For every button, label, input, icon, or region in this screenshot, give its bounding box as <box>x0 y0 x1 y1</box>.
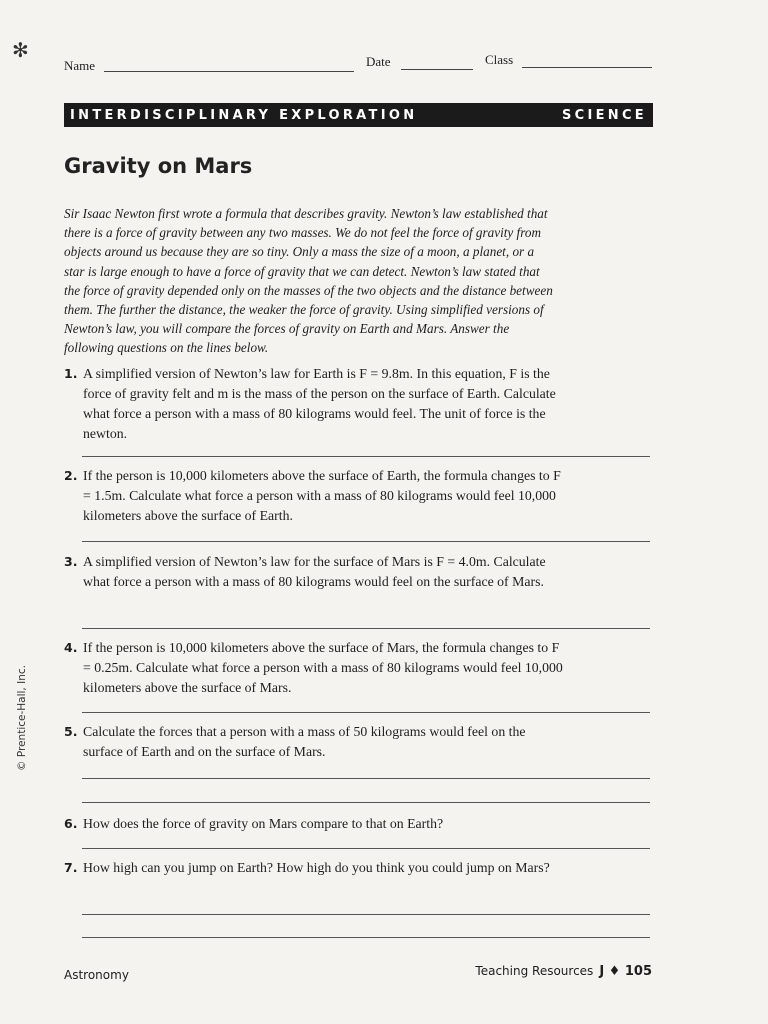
question-2 <box>64 466 564 526</box>
question-text: How high can you jump on Earth? How high do you think you could jump on Mars? <box>83 860 550 875</box>
answer-line-1[interactable] <box>82 456 650 457</box>
question-text: How does the force of gravity on Mars compare to that on Earth? <box>83 816 444 831</box>
class-field[interactable] <box>522 67 652 68</box>
date-field[interactable] <box>401 69 473 70</box>
question-number: 5. <box>64 724 78 739</box>
footer-subject: Astronomy <box>64 968 129 982</box>
question-number: 2. <box>64 468 78 483</box>
answer-line-3[interactable] <box>82 628 650 629</box>
footer-source-label: Teaching Resources <box>475 964 594 978</box>
question-4 <box>64 638 564 698</box>
answer-line-7a[interactable] <box>82 914 650 915</box>
page-number: J ♦ 105 <box>599 964 652 979</box>
date-label: Date <box>366 54 391 69</box>
star-mark-icon: ✻ <box>12 38 29 62</box>
question-text: A simplified version of Newton’s law for Earth is F = 9.8m. In this equation, F is the force of gravity felt and m is the mass of the person on the surface of Earth. Calculate what force a person with a mass of 80 kilograms would feel. The unit of force is the newton. <box>83 366 556 441</box>
question-number: 4. <box>64 640 78 655</box>
question-text: If the person is 10,000 kilometers above the surface of Earth, the formula changes to F = 1.5m. Calculate what force a person with a mass of 80 kilograms would feel 10,000 kilometers above the surface of Earth. <box>83 468 561 523</box>
banner-right-text: SCIENCE <box>561 107 647 123</box>
section-banner <box>64 103 653 127</box>
question-text: A simplified version of Newton’s law for the surface of Mars is F = 4.0m. Calculate what force a person with a mass of 80 kilograms would feel on the surface of Mars. <box>83 554 546 589</box>
question-3 <box>64 552 564 592</box>
question-number: 1. <box>64 366 78 381</box>
header-fields <box>64 54 652 76</box>
page-title: Gravity on Mars <box>64 154 253 178</box>
question-7 <box>64 858 564 878</box>
answer-line-7b[interactable] <box>82 937 650 938</box>
question-number: 3. <box>64 554 78 569</box>
question-number: 7. <box>64 860 78 875</box>
answer-line-4[interactable] <box>82 712 650 713</box>
question-5 <box>64 722 564 762</box>
answer-line-6[interactable] <box>82 848 650 849</box>
banner-left-text: INTERDISCIPLINARY EXPLORATION <box>70 107 418 123</box>
name-field[interactable] <box>104 71 354 72</box>
answer-line-5a[interactable] <box>82 778 650 779</box>
footer-source <box>475 964 652 979</box>
question-1 <box>64 364 564 444</box>
copyright-side-text: © Prentice-Hall, Inc. <box>16 665 28 771</box>
answer-line-5b[interactable] <box>82 802 650 803</box>
name-label: Name <box>64 58 96 73</box>
question-number: 6. <box>64 816 78 831</box>
intro-paragraph: Sir Isaac Newton first wrote a formula that describes gravity. Newton’s law established that there is a force of gravity between any two masses. We do not feel the force of gravity from objects around us because they are so tiny. Only a mass the size of a moon, a planet, or a star is large enough to have a force of gravity that we can detect. Newton’s law stated that the force of gravity depended only on the masses of the two objects and the distance between them. The further the distance, the weaker the force of gravity. Using simplified versions of Newton’s law, you will compare the forces of gravity on Earth and Mars. Answer the following questions on the lines below. <box>64 206 553 356</box>
question-6 <box>64 814 564 834</box>
question-text: Calculate the forces that a person with a mass of 50 kilograms would feel on the surface of Earth and on the surface of Mars. <box>83 724 526 759</box>
answer-line-2[interactable] <box>82 541 650 542</box>
class-label: Class <box>485 52 514 67</box>
question-text: If the person is 10,000 kilometers above the surface of Mars, the formula changes to F = 0.25m. Calculate what force a person with a mass of 80 kilograms would feel 10,000 kilometers above the surface of Mars. <box>83 640 563 695</box>
